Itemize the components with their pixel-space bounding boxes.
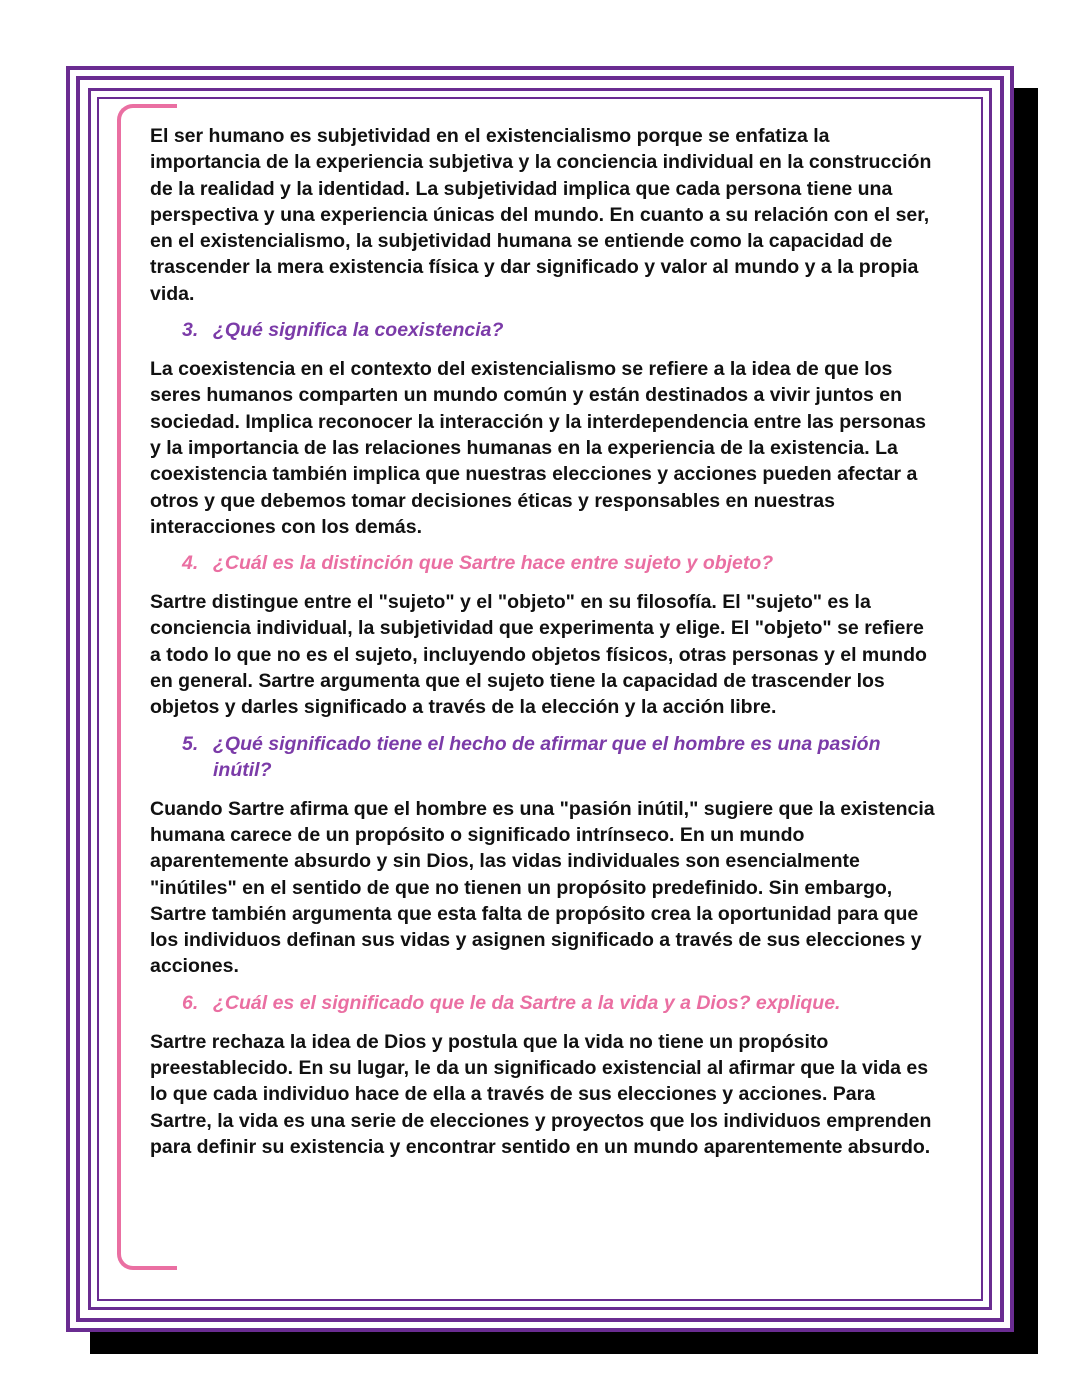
question-6-text: ¿Cuál es el significado que le da Sartre a la vida y a Dios? explique. <box>213 991 841 1014</box>
question-5-heading <box>150 731 940 783</box>
question-4-number: 4. <box>182 552 199 575</box>
intro-paragraph: El ser humano es subjetividad en el existencialismo porque se enfatiza la importancia de la experiencia subjetiva y la conciencia individual en la construcción de la realidad y la identidad. La subjetividad implica que cada persona tiene una perspectiva y una experiencia únicas del mundo. En cuanto a su relación con el ser, en el existencialismo, la subjetividad humana se entiende como la capacidad de trascender la mera existencia física y dar significado y valor al mundo y a la propia vida. <box>150 125 932 305</box>
question-3-text: ¿Qué significa la coexistencia? <box>213 319 504 342</box>
answer-5-paragraph: Cuando Sartre afirma que el hombre es una "pasión inútil," sugiere que la existencia humana carece de un propósito o significado intrínseco. En un mundo aparentemente absurdo y sin Dios, las vidas individuales son esencialmente "inútiles" en el sentido de que no tienen un propósito predefinido. Sin embargo, Sartre también argumenta que esta falta de propósito crea la oportunidad para que los individuos definan sus vidas y asignen significado a través de sus elecciones y acciones. <box>150 797 935 978</box>
question-4-heading <box>150 550 940 576</box>
answer-6-paragraph: Sartre rechaza la idea de Dios y postula que la vida no tiene un propósito preestablecido. En su lugar, le da un significado existencial al afirmar que la vida es lo que cada individuo hace de ella a través de sus elecciones y acciones. Para Sartre, la vida es una serie de elecciones y proyectos que los individuos emprenden para definir su existencia y encontrar sentido en un mundo aparentemente absurdo. <box>150 1030 932 1158</box>
question-3-number: 3. <box>182 319 199 342</box>
document-content <box>150 123 940 1160</box>
question-5-text: ¿Qué significado tiene el hecho de afirmar que el hombre es una pasión inútil? <box>213 732 881 781</box>
question-3-heading <box>150 317 940 343</box>
question-4-text: ¿Cuál es la distinción que Sartre hace entre sujeto y objeto? <box>213 552 774 575</box>
question-5-number: 5. <box>182 732 199 755</box>
answer-3-paragraph: La coexistencia en el contexto del existencialismo se refiere a la idea de que los seres humanos comparten un mundo común y están destinados a vivir juntos en sociedad. Implica reconocer la interacción y la interdependencia entre las personas y la importancia de las relaciones humanas en la experiencia de la existencia. La coexistencia también implica que nuestras elecciones y acciones pueden afectar a otros y que debemos tomar decisiones éticas y responsables en nuestras interacciones con los demás. <box>150 358 926 538</box>
answer-4-paragraph: Sartre distingue entre el "sujeto" y el "objeto" en su filosofía. El "sujeto" es la conciencia individual, la subjetividad que experimenta y elige. El "objeto" se refiere a todo lo que no es el sujeto, incluyendo objetos físicos, otras personas y el mundo en general. Sartre argumenta que el sujeto tiene la capacidad de trascender los objetos y darles significado a través de la elección y la acción libre. <box>150 591 927 719</box>
question-6-number: 6. <box>182 991 199 1014</box>
question-6-heading <box>150 990 940 1016</box>
